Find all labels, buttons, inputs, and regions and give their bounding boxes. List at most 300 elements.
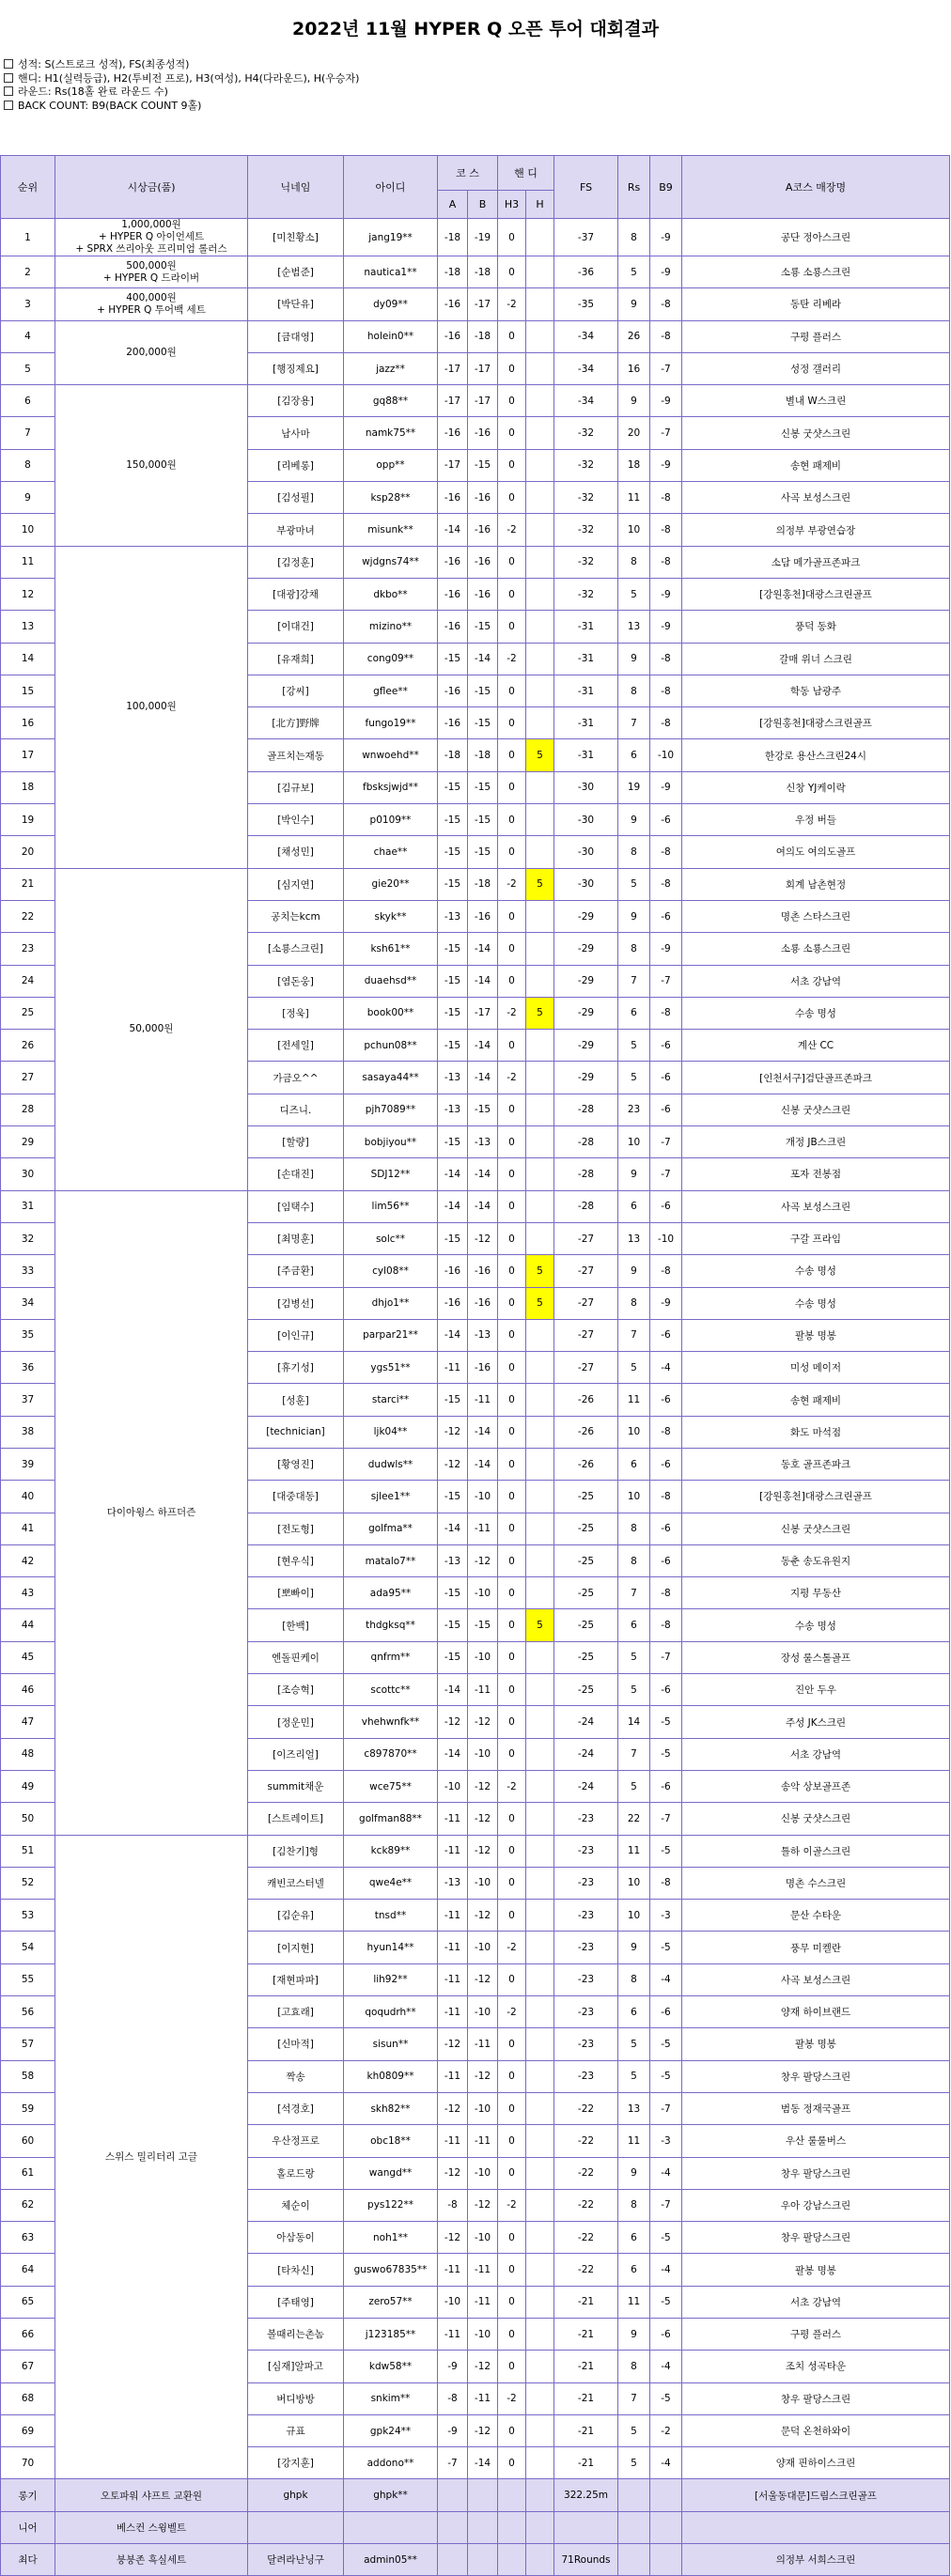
handi-h3-cell: 0 — [498, 1706, 526, 1738]
course-a-cell: -18 — [438, 256, 468, 288]
handi-h-cell — [526, 219, 554, 256]
fs-cell: -21 — [554, 2286, 618, 2318]
handi-h-cell — [526, 2447, 554, 2479]
fs-cell: -27 — [554, 1287, 618, 1319]
course-a-cell: -14 — [438, 1319, 468, 1351]
course-b-cell: -16 — [468, 1255, 498, 1287]
handi-h-cell — [526, 320, 554, 352]
fs-cell: -36 — [554, 256, 618, 288]
course-a-cell: -12 — [438, 2222, 468, 2254]
store-cell: 학동 남광주 — [682, 675, 950, 706]
rank-cell: 32 — [1, 1222, 55, 1254]
rs-cell: 11 — [618, 1835, 650, 1867]
handi-h3-cell: 0 — [498, 417, 526, 449]
rank-cell: 61 — [1, 2157, 55, 2189]
handi-h3-cell: 0 — [498, 1158, 526, 1190]
rs-cell: 5 — [618, 578, 650, 610]
fs-cell: -25 — [554, 1544, 618, 1576]
handi-h3-cell: 0 — [498, 933, 526, 965]
course-b-cell: -16 — [468, 1352, 498, 1384]
course-a-cell: -16 — [438, 578, 468, 610]
nickname-cell: [대광]강채 — [248, 578, 344, 610]
course-b-cell: -17 — [468, 997, 498, 1029]
store-cell: 소담 메가골프존파크 — [682, 546, 950, 578]
empty-cell — [468, 2544, 498, 2576]
rs-cell: 7 — [618, 1577, 650, 1609]
course-a-cell: -12 — [438, 1706, 468, 1738]
fs-cell: -32 — [554, 449, 618, 481]
course-b-cell: -15 — [468, 1609, 498, 1641]
handi-h3-cell: 0 — [498, 2092, 526, 2124]
b9-cell: -8 — [650, 288, 682, 320]
id-cell: dhjo1** — [344, 1287, 438, 1319]
b9-cell: -6 — [650, 1544, 682, 1576]
nickname-cell: [대중대동] — [248, 1481, 344, 1513]
store-cell: 주성 JK스크린 — [682, 1706, 950, 1738]
course-a-cell: -12 — [438, 2028, 468, 2060]
course-b-cell: -17 — [468, 352, 498, 384]
prize-line: 500,000원 — [126, 259, 177, 272]
fs-cell: -21 — [554, 2382, 618, 2414]
col-handi: 핸 디 — [498, 156, 554, 191]
course-a-cell: -15 — [438, 804, 468, 836]
empty-cell — [498, 2544, 526, 2576]
nickname-cell: 가금오^^ — [248, 1062, 344, 1094]
rs-cell: 6 — [618, 1609, 650, 1641]
fs-cell: -28 — [554, 1126, 618, 1158]
b9-cell: -6 — [650, 1319, 682, 1351]
nickname-cell: [김찬기]형 — [248, 1835, 344, 1867]
rank-cell: 45 — [1, 1641, 55, 1673]
b9-cell: -8 — [650, 514, 682, 546]
handi-h-cell — [526, 1222, 554, 1254]
handi-h-cell — [526, 352, 554, 384]
handi-h-cell — [526, 417, 554, 449]
prize-line: 50,000원 — [129, 1023, 174, 1035]
rs-cell: 5 — [618, 1641, 650, 1673]
nickname-cell: [성훈] — [248, 1384, 344, 1416]
nickname-cell: 부광마녀 — [248, 514, 344, 546]
handi-h3-cell: 0 — [498, 352, 526, 384]
rank-cell: 18 — [1, 771, 55, 803]
id-cell: namk75** — [344, 417, 438, 449]
store-cell: 팔봉 명봉 — [682, 2028, 950, 2060]
handi-h3-cell: 0 — [498, 1641, 526, 1673]
handi-h3-cell: 0 — [498, 1352, 526, 1384]
fs-cell: -25 — [554, 1513, 618, 1544]
fs-cell: -22 — [554, 2157, 618, 2189]
handi-h3-cell: 0 — [498, 804, 526, 836]
rank-cell: 7 — [1, 417, 55, 449]
course-b-cell: -12 — [468, 1544, 498, 1576]
course-b-cell: -12 — [468, 2060, 498, 2092]
handi-h-cell — [526, 2092, 554, 2124]
rs-cell: 7 — [618, 1738, 650, 1770]
handi-h3-cell: 0 — [498, 2028, 526, 2060]
nickname-cell: [주금환] — [248, 1255, 344, 1287]
rs-cell: 11 — [618, 2286, 650, 2318]
checkbox-icon — [4, 59, 13, 69]
handi-h-cell — [526, 1190, 554, 1222]
fs-cell: -24 — [554, 1706, 618, 1738]
col-course: 코 스 — [438, 156, 498, 191]
rs-cell: 6 — [618, 2254, 650, 2286]
b9-cell: -4 — [650, 2351, 682, 2382]
id-cell: thdgksq** — [344, 1609, 438, 1641]
handi-h-cell: 5 — [526, 1609, 554, 1641]
id-cell: misunk** — [344, 514, 438, 546]
prize-line: 스위스 밀리터리 고글 — [105, 2150, 197, 2163]
id-cell: c897870** — [344, 1738, 438, 1770]
fs-cell: -22 — [554, 2222, 618, 2254]
store-cell: 동춘 송도유원지 — [682, 1544, 950, 1576]
prize-line: 150,000원 — [126, 458, 177, 471]
fs-cell: -23 — [554, 1963, 618, 1995]
checkbox-icon — [4, 86, 13, 96]
handi-h3-cell: 0 — [498, 1030, 526, 1062]
rs-cell: 8 — [618, 675, 650, 706]
nickname-cell: [임택수] — [248, 1190, 344, 1222]
rank-cell: 15 — [1, 675, 55, 706]
handi-h3-cell: -2 — [498, 1932, 526, 1963]
course-b-cell: -10 — [468, 1996, 498, 2028]
store-cell: 수송 명성 — [682, 1609, 950, 1641]
nickname-cell: 우산정프로 — [248, 2125, 344, 2157]
store-cell: 문덕 온천하와이 — [682, 2414, 950, 2446]
nickname-cell: [technician] — [248, 1416, 344, 1448]
store-cell: 동호 골프존파크 — [682, 1448, 950, 1480]
handi-h-cell — [526, 675, 554, 706]
handi-h3-cell: 0 — [498, 320, 526, 352]
fs-cell: -27 — [554, 1255, 618, 1287]
fs-cell: -29 — [554, 1062, 618, 1094]
prize-line: 100,000원 — [126, 701, 177, 713]
store-cell: 서초 강남역 — [682, 965, 950, 997]
course-a-cell: -16 — [438, 482, 468, 514]
course-a-cell: -11 — [438, 1352, 468, 1384]
nickname-cell: 짝송 — [248, 2060, 344, 2092]
table-row — [1, 546, 950, 578]
store-cell: [강원홍천]대광스크린골프 — [682, 1481, 950, 1513]
b9-cell: -6 — [650, 1384, 682, 1416]
id-cell: qoqudrh** — [344, 1996, 438, 2028]
handi-h3-cell: 0 — [498, 256, 526, 288]
course-b-cell: -17 — [468, 385, 498, 417]
rank-cell: 52 — [1, 1867, 55, 1899]
handi-h-cell — [526, 546, 554, 578]
rs-cell: 9 — [618, 288, 650, 320]
nickname-cell: [김정훈] — [248, 546, 344, 578]
course-b-cell: -11 — [468, 2382, 498, 2414]
fs-cell: -25 — [554, 1577, 618, 1609]
rank-cell: 8 — [1, 449, 55, 481]
award-value — [554, 2511, 618, 2543]
id-cell: gpk24** — [344, 2414, 438, 2446]
col-h: H — [526, 191, 554, 219]
store-cell: 지평 무동산 — [682, 1577, 950, 1609]
course-a-cell: -16 — [438, 611, 468, 643]
nickname-cell: 아삼동이 — [248, 2222, 344, 2254]
rs-cell: 5 — [618, 868, 650, 900]
award-label: 최다 — [1, 2544, 55, 2576]
rank-cell: 6 — [1, 385, 55, 417]
store-cell: 사곡 보성스크린 — [682, 482, 950, 514]
handi-h-cell — [526, 611, 554, 643]
fs-cell: -34 — [554, 385, 618, 417]
course-b-cell: -12 — [468, 1835, 498, 1867]
rs-cell: 9 — [618, 1932, 650, 1963]
course-a-cell: -15 — [438, 933, 468, 965]
course-b-cell: -10 — [468, 2092, 498, 2124]
id-cell: kdw58** — [344, 2351, 438, 2382]
rs-cell: 8 — [618, 2351, 650, 2382]
course-a-cell: -11 — [438, 2319, 468, 2351]
id-cell: tnsd** — [344, 1900, 438, 1932]
id-cell: kh0809** — [344, 2060, 438, 2092]
handi-h3-cell: 0 — [498, 1835, 526, 1867]
col-rs: Rs — [618, 156, 650, 219]
store-cell: 개정 JB스크린 — [682, 1126, 950, 1158]
fs-cell: -23 — [554, 2028, 618, 2060]
store-cell: 우정 버들 — [682, 804, 950, 836]
course-a-cell: -12 — [438, 1416, 468, 1448]
table-row — [1, 1835, 950, 1867]
course-b-cell: -14 — [468, 1190, 498, 1222]
handi-h3-cell: 0 — [498, 1416, 526, 1448]
store-cell: 포자 전봉점 — [682, 1158, 950, 1190]
id-cell: matalo7** — [344, 1544, 438, 1576]
b9-cell: -7 — [650, 965, 682, 997]
rank-cell: 28 — [1, 1094, 55, 1125]
b9-cell: -5 — [650, 2060, 682, 2092]
rank-cell: 30 — [1, 1158, 55, 1190]
course-b-cell: -14 — [468, 1448, 498, 1480]
col-nickname: 닉네임 — [248, 156, 344, 219]
handi-h3-cell: 0 — [498, 482, 526, 514]
empty-cell — [438, 2544, 468, 2576]
course-a-cell: -15 — [438, 643, 468, 675]
store-cell: [인천서구]검단골프존파크 — [682, 1062, 950, 1094]
rs-cell: 9 — [618, 1158, 650, 1190]
course-a-cell: -11 — [438, 1900, 468, 1932]
b9-cell: -5 — [650, 2382, 682, 2414]
prize-cell — [55, 288, 248, 320]
id-cell: sjlee1** — [344, 1481, 438, 1513]
b9-cell: -8 — [650, 1255, 682, 1287]
rank-cell: 70 — [1, 2447, 55, 2479]
store-cell: 수송 명성 — [682, 1287, 950, 1319]
course-a-cell: -9 — [438, 2414, 468, 2446]
handi-h-cell: 5 — [526, 1255, 554, 1287]
nickname-cell: [정운민] — [248, 1706, 344, 1738]
id-cell: solc** — [344, 1222, 438, 1254]
store-cell: 계산 CC — [682, 1030, 950, 1062]
b9-cell: -8 — [650, 1577, 682, 1609]
handi-h-cell — [526, 804, 554, 836]
handi-h-cell — [526, 2319, 554, 2351]
course-a-cell: -17 — [438, 385, 468, 417]
store-cell: 구평 플러스 — [682, 2319, 950, 2351]
fs-cell: -21 — [554, 2447, 618, 2479]
course-b-cell: -10 — [468, 1641, 498, 1673]
fs-cell: -21 — [554, 2351, 618, 2382]
b9-cell: -7 — [650, 1803, 682, 1835]
id-cell: fbsksjwjd** — [344, 771, 438, 803]
b9-cell: -8 — [650, 1481, 682, 1513]
fs-cell: -29 — [554, 933, 618, 965]
course-a-cell: -15 — [438, 1030, 468, 1062]
course-b-cell: -10 — [468, 2319, 498, 2351]
course-a-cell: -15 — [438, 836, 468, 868]
course-a-cell: -15 — [438, 868, 468, 900]
id-cell: parpar21** — [344, 1319, 438, 1351]
rank-cell: 44 — [1, 1609, 55, 1641]
award-prize: 베스컨 스윙벨트 — [55, 2511, 248, 2543]
rs-cell: 8 — [618, 1963, 650, 1995]
fs-cell: -28 — [554, 1094, 618, 1125]
id-cell: pchun08** — [344, 1030, 438, 1062]
rank-cell: 3 — [1, 288, 55, 320]
course-b-cell: -16 — [468, 546, 498, 578]
course-a-cell: -16 — [438, 1287, 468, 1319]
nickname-cell: [재현파파] — [248, 1963, 344, 1995]
course-a-cell: -11 — [438, 2060, 468, 2092]
fs-cell: -26 — [554, 1384, 618, 1416]
checkbox-icon — [4, 73, 13, 83]
id-cell: obc18** — [344, 2125, 438, 2157]
store-cell: 성정 갤러리 — [682, 352, 950, 384]
id-cell: holein0** — [344, 320, 438, 352]
fs-cell: -23 — [554, 1932, 618, 1963]
id-cell: qwe4e** — [344, 1867, 438, 1899]
course-a-cell: -8 — [438, 2189, 468, 2221]
course-a-cell: -14 — [438, 1158, 468, 1190]
rs-cell: 5 — [618, 2414, 650, 2446]
course-a-cell: -15 — [438, 1126, 468, 1158]
handi-h-cell — [526, 1803, 554, 1835]
rs-cell: 5 — [618, 2447, 650, 2479]
rank-cell: 46 — [1, 1674, 55, 1706]
fs-cell: -28 — [554, 1190, 618, 1222]
fs-cell: -30 — [554, 868, 618, 900]
id-cell: pjh7089** — [344, 1094, 438, 1125]
rs-cell: 10 — [618, 1481, 650, 1513]
handi-h3-cell: 0 — [498, 1126, 526, 1158]
id-cell: pys122** — [344, 2189, 438, 2221]
handi-h3-cell: 0 — [498, 385, 526, 417]
b9-cell: -9 — [650, 219, 682, 256]
rank-cell: 65 — [1, 2286, 55, 2318]
course-b-cell: -12 — [468, 2351, 498, 2382]
rs-cell: 7 — [618, 2382, 650, 2414]
rank-cell: 38 — [1, 1416, 55, 1448]
nickname-cell: 체순이 — [248, 2189, 344, 2221]
b9-cell: -7 — [650, 1126, 682, 1158]
handi-h-cell — [526, 2382, 554, 2414]
prize-line: 400,000원 — [126, 291, 177, 303]
nickname-cell: [조승혁] — [248, 1674, 344, 1706]
course-a-cell: -12 — [438, 1448, 468, 1480]
table-row — [1, 288, 950, 320]
handi-h3-cell: -2 — [498, 288, 526, 320]
handi-h-cell — [526, 578, 554, 610]
store-cell: 신봉 굿샷스크린 — [682, 1513, 950, 1544]
rank-cell: 48 — [1, 1738, 55, 1770]
nickname-cell: [순범준] — [248, 256, 344, 288]
course-b-cell: -16 — [468, 900, 498, 932]
award-store: 의정부 서희스크린 — [682, 2544, 950, 2576]
course-a-cell: -14 — [438, 1674, 468, 1706]
legend-item: 핸디: H1(실력등급), H2(투비전 프로), H3(여성), H4(다라운드), H(우승자) — [4, 72, 951, 86]
rs-cell: 5 — [618, 1352, 650, 1384]
rs-cell: 13 — [618, 2092, 650, 2124]
handi-h-cell — [526, 1062, 554, 1094]
empty-cell — [498, 2511, 526, 2543]
rank-cell: 42 — [1, 1544, 55, 1576]
handi-h-cell — [526, 1384, 554, 1416]
nickname-cell: [석경호] — [248, 2092, 344, 2124]
handi-h3-cell: 0 — [498, 2447, 526, 2479]
rs-cell: 10 — [618, 1867, 650, 1899]
store-cell: 의정부 부광연습장 — [682, 514, 950, 546]
handi-h-cell — [526, 1319, 554, 1351]
nickname-cell: [한백] — [248, 1609, 344, 1641]
b9-cell: -6 — [650, 1448, 682, 1480]
table-row — [1, 868, 950, 900]
rank-cell: 27 — [1, 1062, 55, 1094]
course-b-cell: -18 — [468, 320, 498, 352]
handi-h3-cell: 0 — [498, 965, 526, 997]
award-id: ghpk** — [344, 2479, 438, 2511]
col-rank: 순위 — [1, 156, 55, 219]
b9-cell: -6 — [650, 900, 682, 932]
rs-cell: 9 — [618, 900, 650, 932]
course-a-cell: -15 — [438, 997, 468, 1029]
handi-h3-cell: 0 — [498, 2222, 526, 2254]
course-b-cell: -12 — [468, 1222, 498, 1254]
course-a-cell: -11 — [438, 1803, 468, 1835]
fs-cell: -23 — [554, 2060, 618, 2092]
course-b-cell: -15 — [468, 836, 498, 868]
legend-item: BACK COUNT: B9(BACK COUNT 9홀) — [4, 100, 951, 114]
b9-cell: -6 — [650, 1770, 682, 1802]
fs-cell: -31 — [554, 707, 618, 739]
handi-h-cell — [526, 643, 554, 675]
course-a-cell: -9 — [438, 2351, 468, 2382]
fs-cell: -32 — [554, 417, 618, 449]
nickname-cell: [황영진] — [248, 1448, 344, 1480]
handi-h3-cell: 0 — [498, 546, 526, 578]
handi-h3-cell: -2 — [498, 2189, 526, 2221]
b9-cell: -8 — [650, 320, 682, 352]
store-cell: 미성 메이저 — [682, 1352, 950, 1384]
rs-cell: 22 — [618, 1803, 650, 1835]
rs-cell: 10 — [618, 1900, 650, 1932]
rs-cell: 26 — [618, 320, 650, 352]
fs-cell: -22 — [554, 2254, 618, 2286]
nickname-cell: 엔돌핀케이 — [248, 1641, 344, 1673]
nickname-cell: [전세일] — [248, 1030, 344, 1062]
course-a-cell: -15 — [438, 1384, 468, 1416]
handi-h-cell — [526, 1963, 554, 1995]
nickname-cell: [박인수] — [248, 804, 344, 836]
handi-h-cell — [526, 256, 554, 288]
rank-cell: 5 — [1, 352, 55, 384]
rs-cell: 8 — [618, 546, 650, 578]
store-cell: 소룡 소룡스크린 — [682, 933, 950, 965]
nickname-cell: 규표 — [248, 2414, 344, 2446]
handi-h3-cell: 0 — [498, 1577, 526, 1609]
